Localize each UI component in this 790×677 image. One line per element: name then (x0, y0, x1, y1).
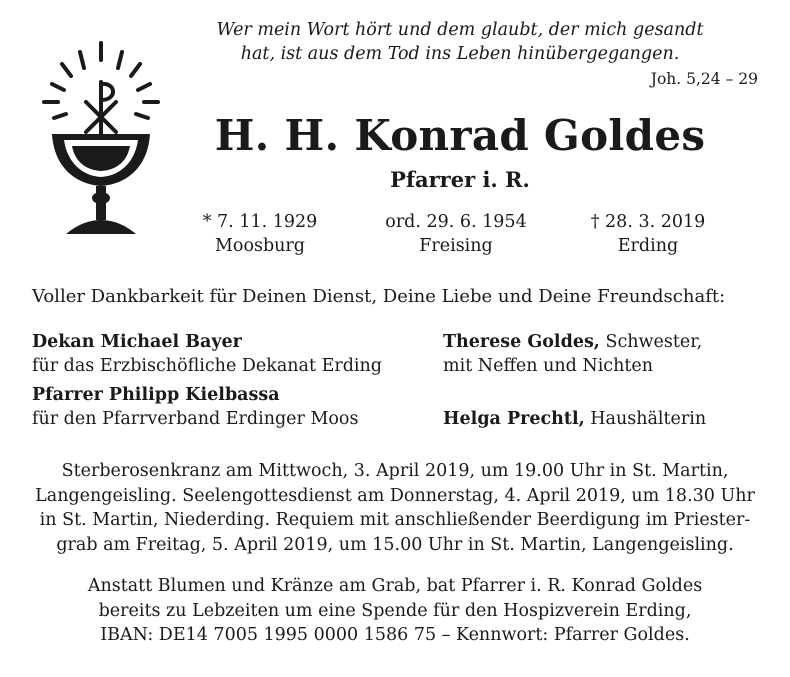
mourner-name: Dekan Michael Bayer (32, 332, 242, 352)
ordination-info (356, 210, 556, 258)
death-date: † 28. 3. 2019 (590, 212, 706, 232)
mourner-pfarrer (32, 383, 358, 431)
donation-line: IBAN: DE14 7005 1995 0000 1586 75 – Kennwort: Pfarrer Goldes. (100, 625, 690, 645)
chi-rho-chalice-icon (38, 38, 164, 238)
services-line: grab am Freitag, 5. April 2019, um 15.00 Uhr in St. Martin, Langengeisling. (56, 534, 734, 555)
deceased-name: H. H. Konrad Goldes (214, 111, 706, 160)
birth-date: * 7. 11. 1929 (202, 212, 318, 232)
death-place: Erding (617, 236, 679, 256)
services-paragraph (30, 459, 760, 557)
verse-line-1: Wer mein Wort hört und dem glaubt, der mich gesandt (216, 20, 704, 40)
thanks-text: Voller Dankbarkeit für Deinen Dienst, Deine Liebe und Deine Freundschaft: (32, 286, 726, 307)
deceased-title: Pfarrer i. R. (390, 167, 530, 192)
mourner-role: Schwester, (599, 332, 703, 352)
ordination-date: ord. 29. 6. 1954 (385, 212, 527, 232)
birth-info (160, 210, 360, 258)
ordination-place: Freising (419, 236, 493, 256)
verse-line-2: hat, ist aus dem Tod ins Leben hinübergegangen. (240, 44, 680, 64)
services-line: in St. Martin, Niederding. Requiem mit anschließender Beerdigung im Priester- (39, 510, 751, 530)
verse-reference: Joh. 5,24 – 29 (650, 70, 758, 88)
services-line: Sterberosenkranz am Mittwoch, 3. April 2019, um 19.00 Uhr in St. Martin, (61, 461, 729, 481)
mourner-name: Therese Goldes, (443, 332, 600, 352)
donation-line: bereits zu Lebzeiten um eine Spende für den Hospizverein Erding, (98, 600, 692, 621)
bible-verse (180, 18, 740, 66)
services-line: Langengeisling. Seelengottesdienst am Donnerstag, 4. April 2019, um 18.30 Uhr (35, 485, 755, 506)
mourner-detail: für das Erzbischöfliche Dekanat Erding (32, 356, 382, 376)
death-info (548, 210, 748, 258)
donation-line: Anstatt Blumen und Kränze am Grab, bat Pfarrer i. R. Konrad Goldes (87, 576, 703, 596)
mourner-name: Pfarrer Philipp Kielbassa (32, 385, 280, 405)
mourner-role: Haushälterin (584, 409, 707, 429)
mourner-dekan (32, 330, 382, 378)
mourner-name: Helga Prechtl, (443, 409, 585, 429)
mourner-detail: mit Neffen und Nichten (443, 356, 654, 376)
birth-place: Moosburg (214, 236, 305, 256)
mourner-housekeeper (443, 407, 706, 431)
donation-paragraph (30, 574, 760, 648)
mourner-sister (443, 330, 702, 378)
mourner-detail: für den Pfarrverband Erdinger Moos (32, 409, 359, 429)
